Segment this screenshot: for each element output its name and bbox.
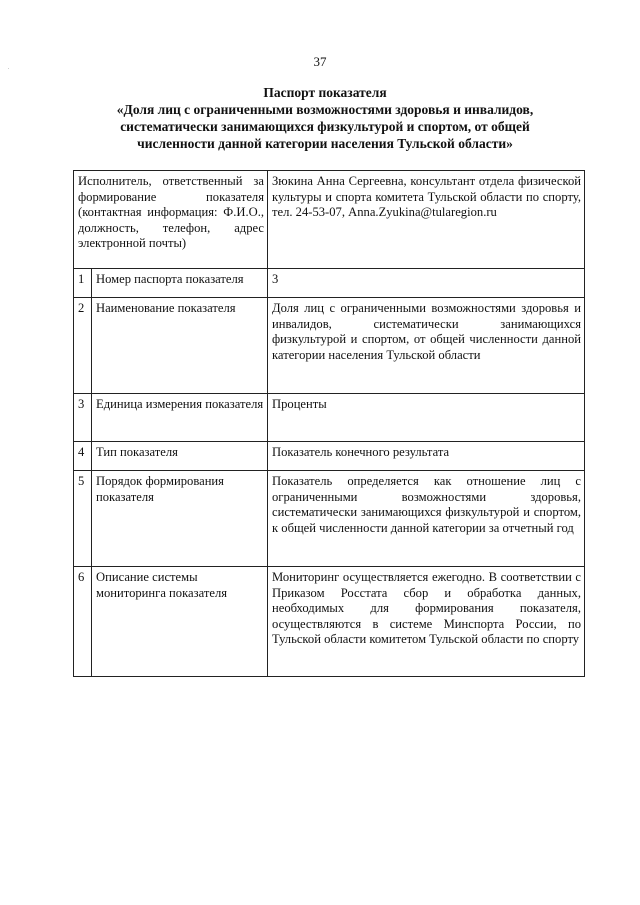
row-label: Наименование показателя — [92, 298, 268, 394]
table-row — [74, 567, 585, 677]
table-row — [74, 298, 585, 394]
row-label: Тип показателя — [92, 442, 268, 471]
row-label: Описание системы мониторинга показателя — [92, 567, 268, 677]
row-label: Порядок формирования показателя — [92, 471, 268, 567]
table-row — [74, 442, 585, 471]
row-value: Мониторинг осуществляется ежегодно. В соответствии с Приказом Росстата сбор и обработка данных, необходимых для формирования показателя, осуществляются в системе Минспорта России, по Тульской области комитетом Тульской области по спорту — [268, 567, 585, 677]
row-number: 4 — [74, 442, 92, 471]
row-value: Показатель конечного результата — [268, 442, 585, 471]
title-line-1: Паспорт показателя — [263, 85, 387, 100]
row-label: Номер паспорта показателя — [92, 269, 268, 298]
row-value: Проценты — [268, 394, 585, 442]
page-number: 37 — [313, 54, 327, 69]
row-label: Единица измерения показателя — [92, 394, 268, 442]
document-title — [60, 84, 590, 152]
row-number: 6 — [74, 567, 92, 677]
table-row — [74, 269, 585, 298]
row-number: 5 — [74, 471, 92, 567]
executor-row — [74, 171, 585, 269]
table-row — [74, 394, 585, 442]
row-number: 1 — [74, 269, 92, 298]
executor-label: Исполнитель, ответственный за формирование показателя (контактная информация: Ф.И.О., должность, телефон, адрес электронной почты) — [74, 171, 268, 269]
row-number: 3 — [74, 394, 92, 442]
executor-value: Зюкина Анна Сергеевна, консультант отдела физической культуры и спорта комитета Тульской области по спорту, тел. 24-53-07, Anna.Zyukina@tularegion.ru — [268, 171, 585, 269]
row-value: Показатель определяется как отношение лиц с ограниченными возможностями здоровья, систематически занимающихся физкультурой и спортом, к общей численности данной категории за отчетный год — [268, 471, 585, 567]
row-number: 2 — [74, 298, 92, 394]
title-line-4: численности данной категории населения Тульской области» — [137, 136, 513, 151]
indicator-passport-table — [73, 170, 585, 677]
row-value: Доля лиц с ограниченными возможностями здоровья и инвалидов, систематически занимающихся физкультурой и спортом, от общей численности данной категории населения Тульской области — [268, 298, 585, 394]
title-line-2: «Доля лиц с ограниченными возможностями здоровья и инвалидов, — [116, 102, 534, 117]
row-value: 3 — [268, 269, 585, 298]
title-line-3: систематически занимающихся физкультурой и спортом, от общей — [120, 119, 530, 134]
table-row — [74, 471, 585, 567]
